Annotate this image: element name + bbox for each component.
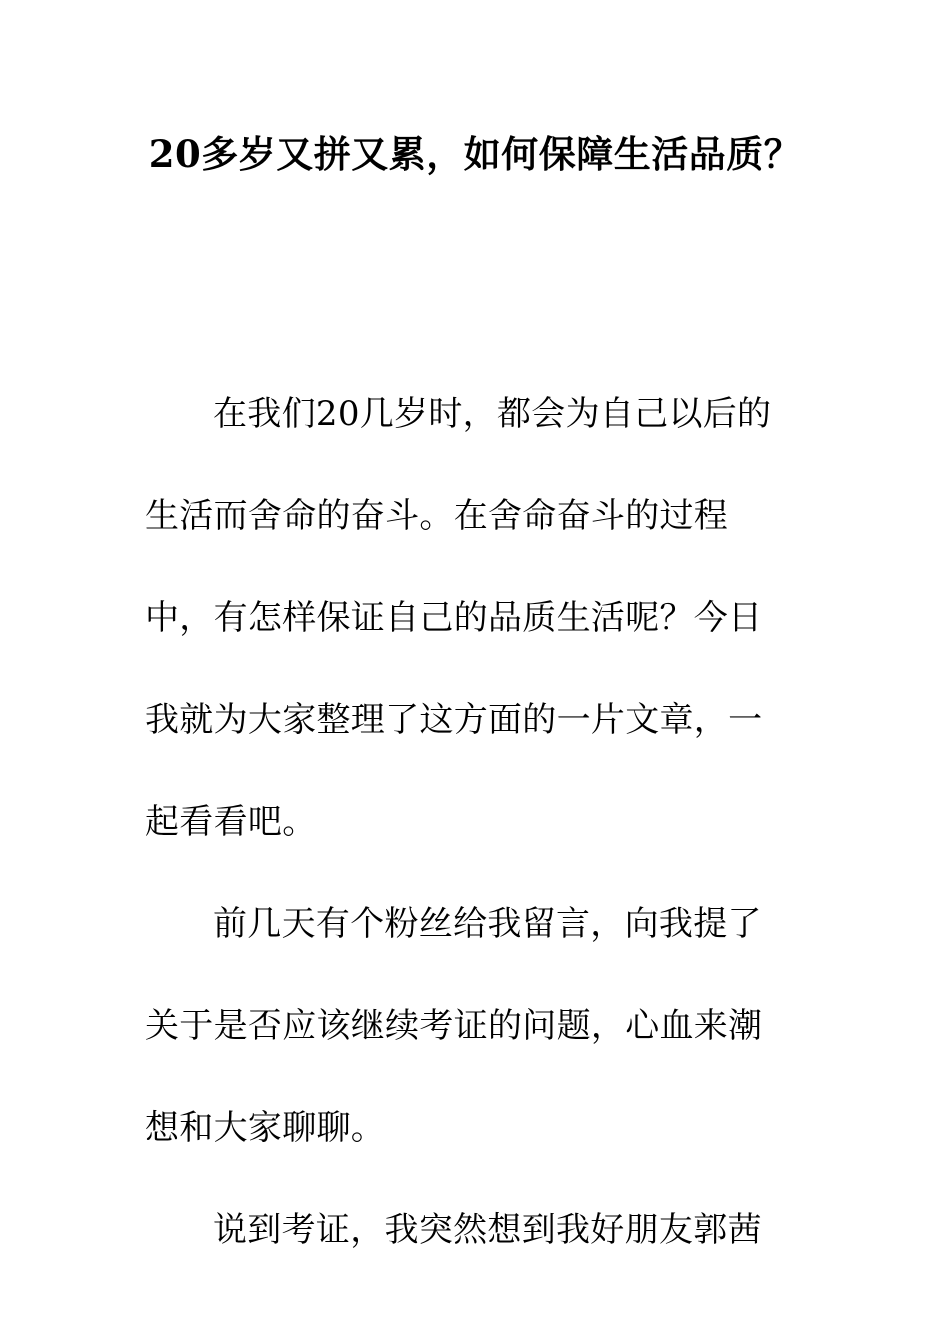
paragraph: 在我们20几岁时，都会为自己以后的生活而舍命的奋斗。在舍命奋斗的过程中，有怎样保证自己的品质生活呢？今日我就为大家整理了这方面的一片文章，一起看看吧。 [145,394,772,842]
document-title: 20多岁又拼又累，如何保障生活品质？ [148,132,802,176]
document-body [145,363,795,1281]
paragraph: 前几天有个粉丝给我留言，向我提了关于是否应该继续考证的问题，心血来潮想和大家聊聊。 [145,904,763,1148]
paragraph: 说到考证，我突然想到我好朋友郭茜 [213,1210,762,1250]
